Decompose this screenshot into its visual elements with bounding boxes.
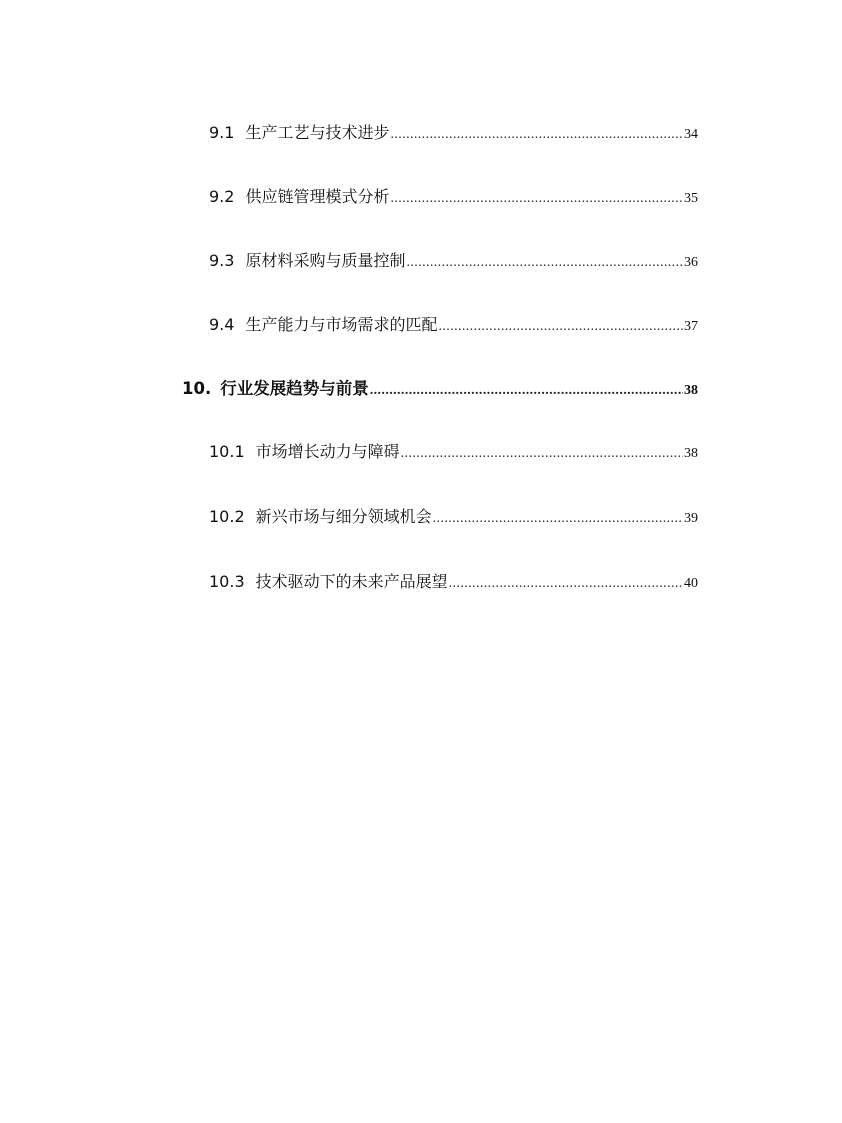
toc-entry-10-1[interactable] [209, 439, 698, 462]
toc-entry-number: 10. [182, 379, 212, 398]
dot-leader [433, 511, 683, 527]
dot-leader [390, 127, 683, 143]
toc-entry-page: 37 [684, 319, 698, 334]
toc-entry-10[interactable] [182, 375, 698, 399]
toc-entry-9-3[interactable] [209, 248, 698, 271]
toc-entry-title: 行业发展趋势与前景 [220, 379, 369, 398]
toc-entry-number: 9.2 [209, 187, 235, 206]
toc-entry-title: 供应链管理模式分析 [245, 187, 390, 206]
dot-leader [401, 446, 683, 462]
toc-entry-page: 38 [684, 383, 698, 398]
toc-entry-title: 生产工艺与技术进步 [245, 123, 390, 142]
dot-leader [370, 383, 683, 399]
toc-entry-9-2[interactable] [209, 184, 698, 207]
toc-entry-number: 10.1 [209, 442, 245, 461]
toc-entry-page: 38 [684, 446, 698, 461]
toc-entry-9-1[interactable] [209, 120, 698, 143]
toc-entry-number: 9.3 [209, 251, 235, 270]
toc-entry-title: 技术驱动下的未来产品展望 [255, 572, 448, 591]
toc-entry-page: 36 [684, 255, 698, 270]
dot-leader [438, 319, 683, 335]
toc-entry-number: 9.1 [209, 123, 235, 142]
toc-entry-number: 10.3 [209, 572, 245, 591]
toc-entry-number: 9.4 [209, 315, 235, 334]
dot-leader [390, 191, 683, 207]
toc-entry-9-4[interactable] [209, 312, 698, 335]
toc-entry-number: 10.2 [209, 507, 245, 526]
toc-entry-page: 35 [684, 191, 698, 206]
toc-entry-page: 40 [684, 576, 698, 591]
dot-leader [406, 255, 683, 271]
toc-entry-title: 生产能力与市场需求的匹配 [245, 315, 438, 334]
toc-entry-page: 39 [684, 511, 698, 526]
toc-entry-title: 原材料采购与质量控制 [245, 251, 406, 270]
toc-entry-10-2[interactable] [209, 504, 698, 527]
dot-leader [449, 576, 683, 592]
toc-entry-10-3[interactable] [209, 569, 698, 592]
toc-entry-title: 市场增长动力与障碍 [255, 442, 400, 461]
toc-entry-title: 新兴市场与细分领域机会 [255, 507, 432, 526]
toc-entry-page: 34 [684, 127, 698, 142]
